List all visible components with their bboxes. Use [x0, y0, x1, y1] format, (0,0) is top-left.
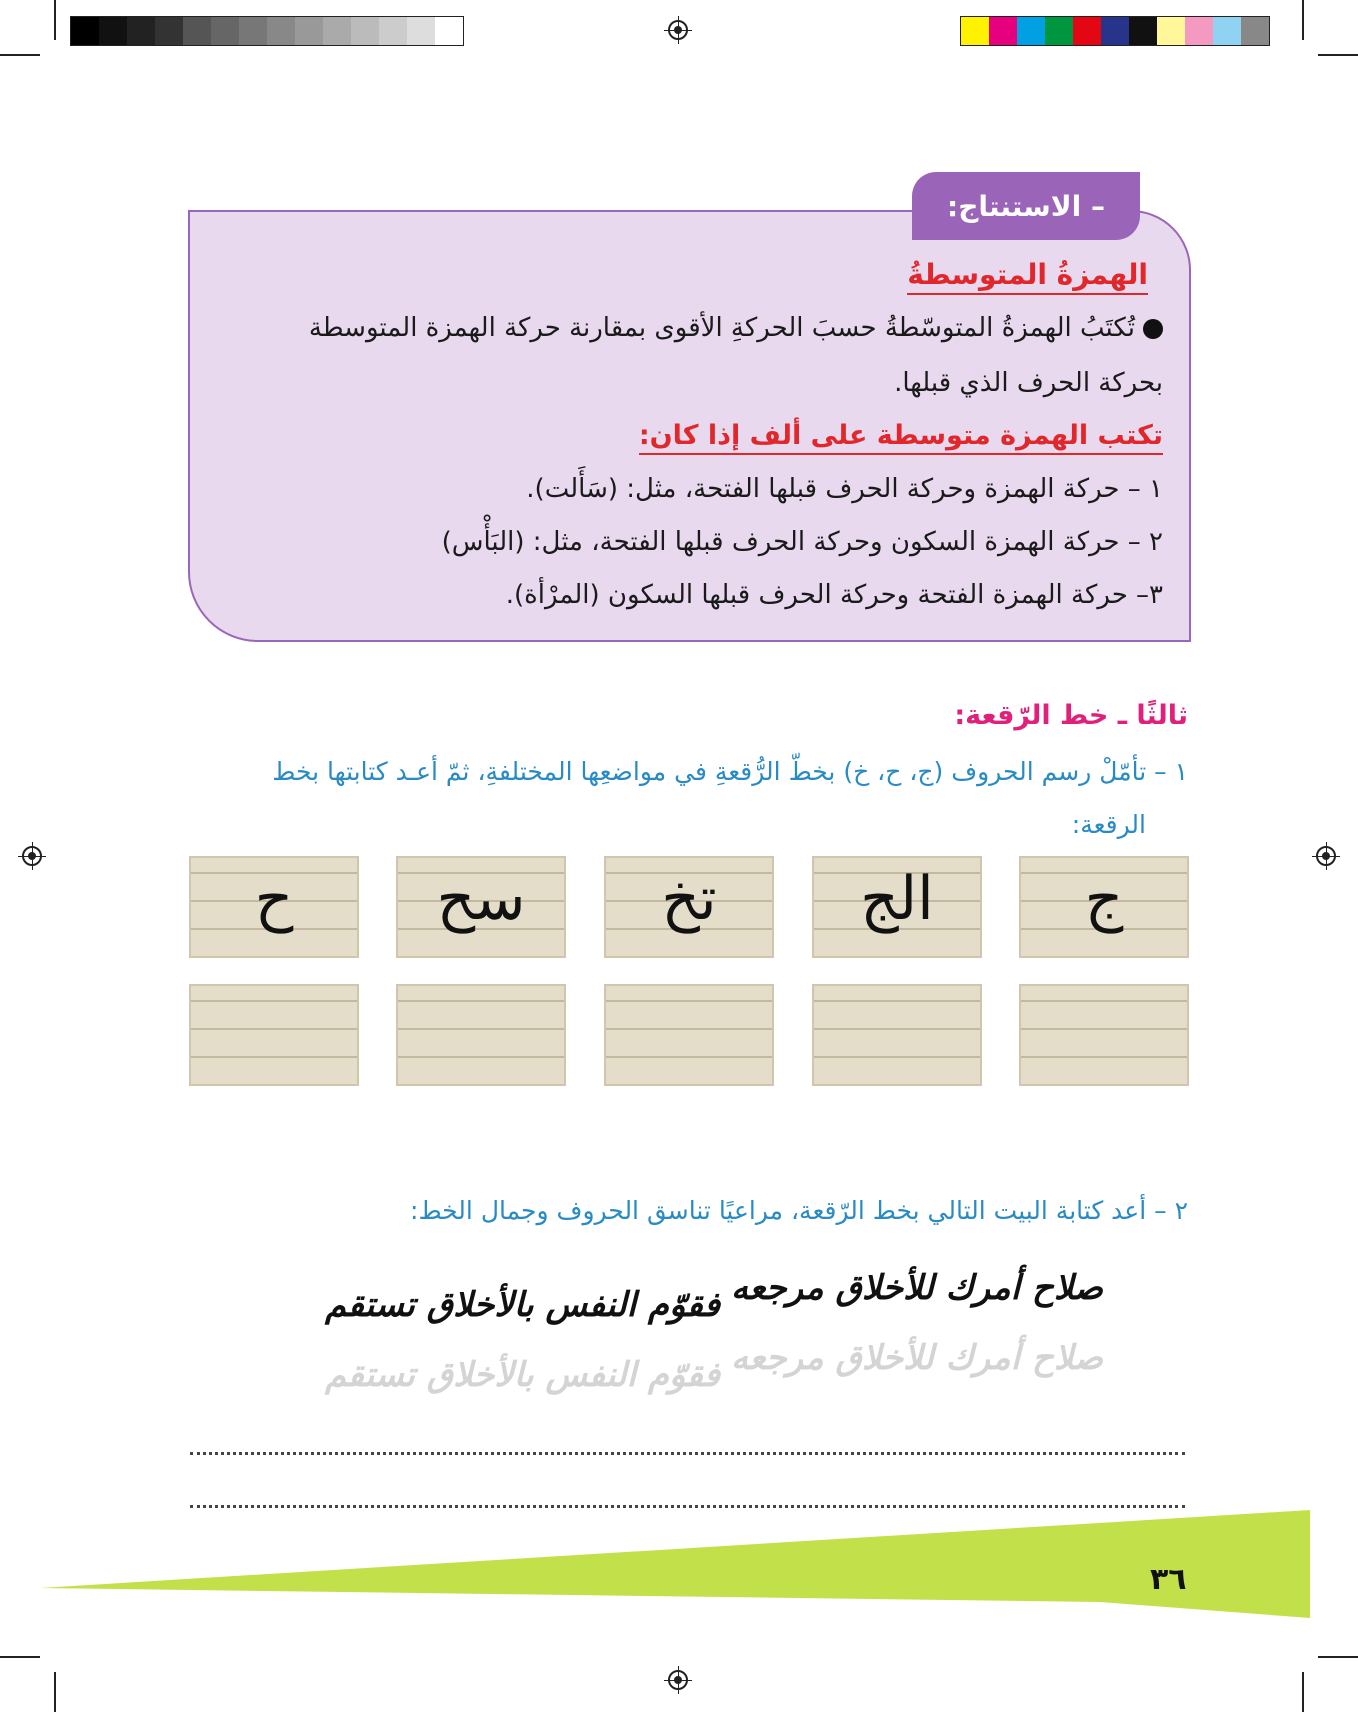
conclusion-subheading	[639, 420, 1163, 451]
writing-line[interactable]	[190, 1452, 1185, 1455]
practice-tile[interactable]	[604, 984, 774, 1086]
rule-1: ١ – حركة الهمزة وحركة الحرف قبلها الفتحة، مثل: (سَأَلت).	[526, 474, 1163, 504]
writing-line[interactable]	[190, 1505, 1185, 1508]
question-1-line2: الرقعة:	[1071, 810, 1146, 839]
letter-sample: سح	[436, 864, 526, 934]
crop-mark	[1318, 54, 1358, 56]
conclusion-tab: – الاستنتاج:	[912, 172, 1140, 240]
practice-tile[interactable]	[189, 984, 359, 1086]
practice-tile[interactable]	[1019, 984, 1189, 1086]
conclusion-bullet-line1	[203, 313, 1163, 343]
page-number: ٣٦	[1150, 1562, 1187, 1597]
verse-right-tracing: صلاح أمرك للأخلاق مرجعه	[730, 1338, 1103, 1378]
verse-left: فقوّم النفس بالأخلاق تستقم	[325, 1285, 720, 1325]
letter-sample: تخ	[661, 864, 717, 934]
rule-3: ٣– حركة الهمزة الفتحة وحركة الحرف قبلها السكون (المرْأة).	[505, 580, 1163, 610]
conclusion-subheading-text: تكتب الهمزة متوسطة على ألف إذا كان:	[639, 420, 1163, 455]
registration-mark	[668, 1670, 688, 1690]
letter-sample: الج	[860, 864, 934, 934]
question-2: ٢ – أعد كتابة البيت التالي بخط الرّقعة، مراعيًا تناسق الحروف وجمال الخط:	[410, 1196, 1188, 1225]
verse-right: صلاح أمرك للأخلاق مرجعه	[730, 1268, 1103, 1308]
letter-tile	[189, 856, 359, 958]
question-1-line1: ١ – تأمّلْ رسم الحروف (ج، ح، خ) بخطّ الرُّقعةِ في مواضعِها المختلفةِ، ثمّ أعـد كتابتها بخط	[272, 757, 1188, 786]
conclusion-heading-text: الهمزةُ المتوسطةُ	[907, 258, 1148, 295]
letter-tile	[396, 856, 566, 958]
verse-left-tracing: فقوّم النفس بالأخلاق تستقم	[325, 1355, 720, 1395]
rule-2: ٢ – حركة الهمزة السكون وحركة الحرف قبلها الفتحة، مثل: (البَأْس)	[441, 527, 1163, 557]
crop-mark	[54, 1672, 56, 1712]
crop-mark	[1318, 1656, 1358, 1658]
conclusion-bullet-line2: بحركة الحرف الذي قبلها.	[894, 368, 1163, 398]
bullet-dot-icon	[1143, 319, 1163, 339]
section-title: ثالثًا ـ خط الرّقعة:	[954, 700, 1188, 731]
crop-mark	[1302, 1672, 1304, 1712]
letter-tile	[812, 856, 982, 958]
letter-sample: ج	[1084, 864, 1124, 934]
registration-mark	[668, 20, 688, 40]
letter-tile	[1019, 856, 1189, 958]
crop-mark	[0, 54, 40, 56]
practice-tile[interactable]	[812, 984, 982, 1086]
registration-mark	[1316, 846, 1336, 866]
letter-tile	[604, 856, 774, 958]
crop-mark	[0, 1656, 40, 1658]
practice-tile[interactable]	[396, 984, 566, 1086]
registration-mark	[22, 846, 42, 866]
letter-sample: ح	[254, 864, 294, 934]
crop-mark	[54, 0, 56, 40]
bullet-text: تُكتَبُ الهمزةُ المتوسّطةُ حسبَ الحركةِ الأقوى بمقارنة حركة الهمزة المتوسطة	[308, 313, 1135, 343]
crop-mark	[1302, 0, 1304, 40]
color-bar	[960, 16, 1270, 46]
conclusion-heading	[907, 258, 1148, 291]
grayscale-bar	[70, 16, 464, 46]
